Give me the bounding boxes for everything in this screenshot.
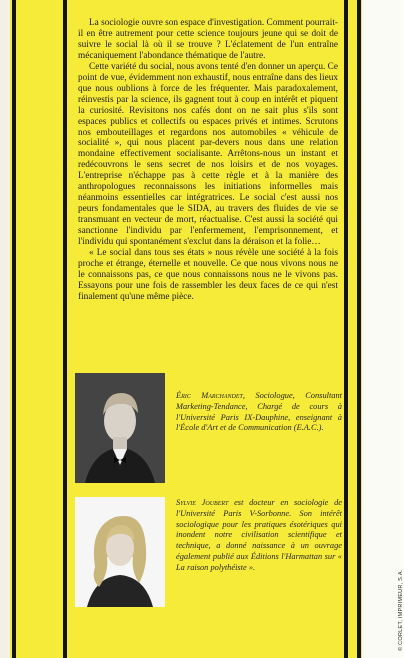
blurb-paragraph-1: La sociologie ouvre son espace d'investigation. Comment pourrait-il en être autrement pour cette science toujours jeune qui se doit de suivre le social là où il se trouve ? L'éclatement de l'un entraîne mécaniquement l'abondance thématique de l'autre. <box>78 18 339 61</box>
author-bio-marchandet <box>176 391 342 434</box>
author-name-joubert: Sylvie Joubert <box>176 498 229 507</box>
portrait-woman-curly-hair-icon <box>75 497 165 607</box>
author-bio-text-marchandet: , Sociologue, Consultant Marketing-Tendance, Chargé de cours à l'Université Paris IX-Dauphine, enseignant à l'École d'Art et de Communication (E.A.C.). <box>176 391 342 433</box>
blurb-text <box>78 18 338 303</box>
author-bio-text-joubert: est docteur en sociologie de l'Université Paris V-Sorbonne. Son intérêt sociologique pour les pratiques ésotériques qui inondent notre civilisation scientifique et technique, a donné naissance à un ouvrage également publié aux Éditions l'Harmattan sur « La raison polythéiste ». <box>176 498 343 572</box>
blurb-paragraph-2: Cette variété du social, nous avons tenté d'en donner un aperçu. Ce point de vue, évidemment non exhaustif, nous entraîne dans des lieux que nous oublions à force de les fréquenter. Mais paradoxalement, réinvestis par la science, ils gagnent tout à coup en intérêt et piquent la curiosité. Revisitons nos cafés dont on ne sait plus s'ils sont espaces publics et collectifs ou espaces privés et intimes. Scrutons nos embouteillages et regardons nos automobiles « véhicule de socialité », qui nous placent par-devers nous dans une relation mondaine effectivement socialisante. Arrêtons-nous un instant et redécouvrons le sens secret de nos loisirs et de nos voyages. L'entreprise n'échappe pas à cette règle et à la manière des anthropologues reconnaissons les initiations informelles mais néanmoins essentielles car intégratrices. Le social c'est aussi nos peurs fondamentales que le SIDA, au travers des fluides de vie se transmuant en vecteur de mort, réactualise. C'est aussi la société qui sanctionne l'individu par l'enfermement, l'emprisonnement, et l'individu qui spontanément s'exclut dans la déraison et la folie… <box>78 61 338 248</box>
blurb-paragraph-3: « Le social dans tous ses états » nous révèle une société à la fois proche et étrange, éternelle et nouvelle. Ce que nous vivons nous ne le connaissons pas, ce que nous connaissons nous ne le vivons pas. Essayons pour une fois de rassembler les deux faces de ce qui n'est finalement qu'une même pièce. <box>78 248 338 302</box>
black-bar-right-outer <box>357 0 361 658</box>
author-name-marchandet: Éric Marchandet <box>176 391 243 400</box>
black-bar-right-inner <box>344 0 348 658</box>
black-bar-left-outer <box>12 0 16 658</box>
printer-credit: © CORLET, IMPRIMEUR, S.A. <box>398 569 404 651</box>
author-photo-marchandet <box>75 373 165 483</box>
author-bio-joubert <box>176 498 342 574</box>
black-bar-left-inner <box>63 0 67 658</box>
portrait-man-bowtie-icon <box>75 373 165 483</box>
author-photo-joubert <box>75 497 165 607</box>
right-margin <box>362 0 400 658</box>
